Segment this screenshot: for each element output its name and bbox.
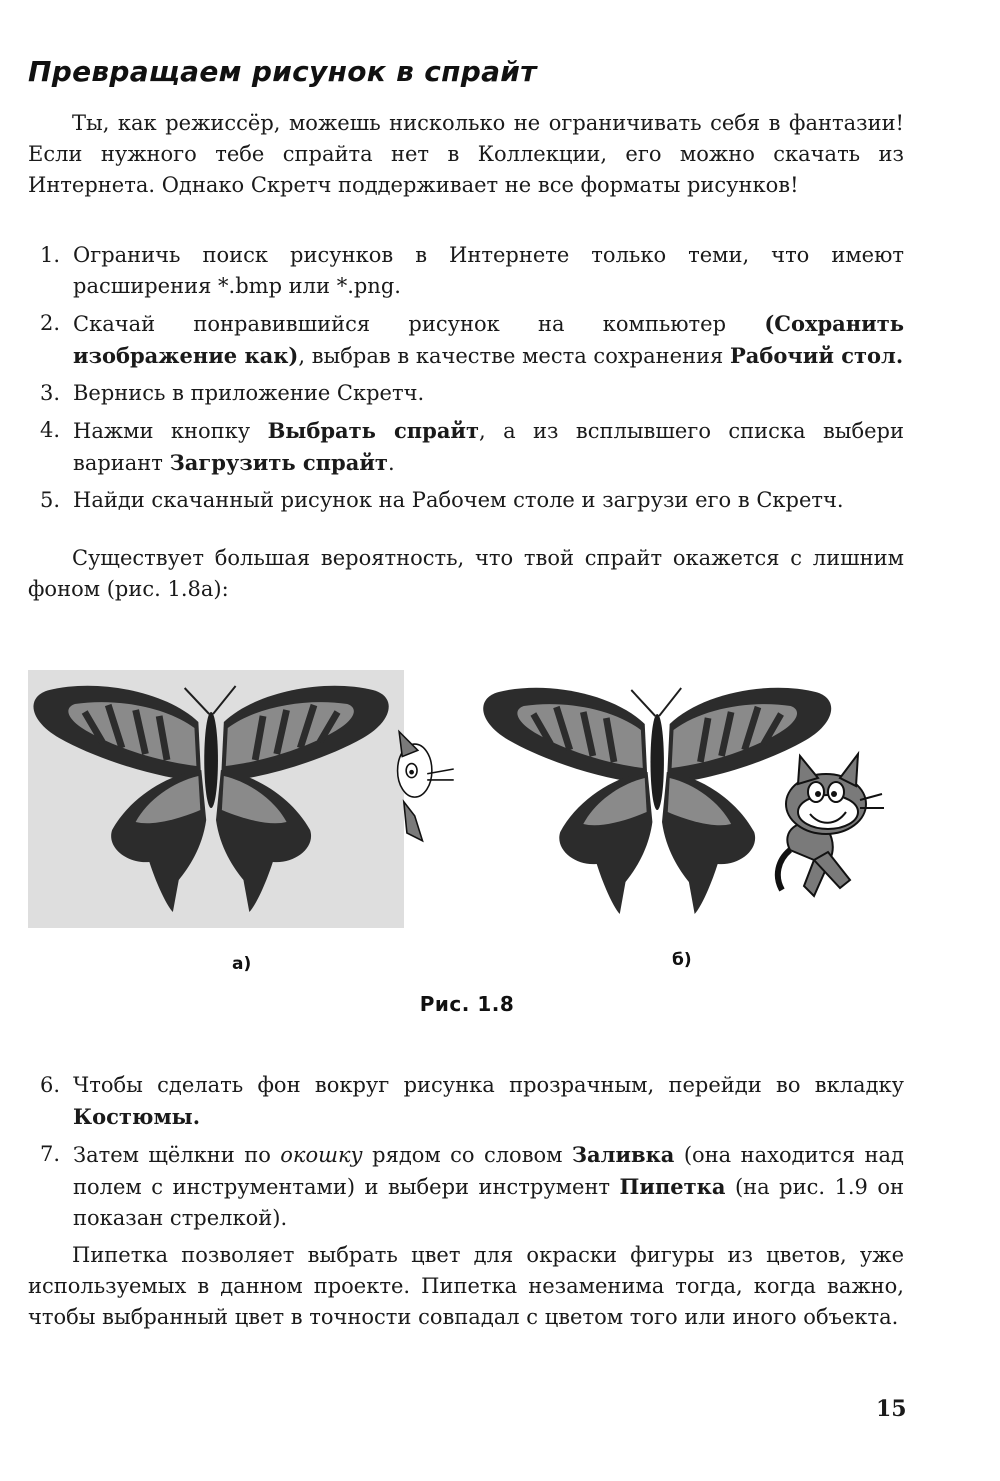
step-item — [40, 378, 904, 409]
step-item — [40, 308, 904, 372]
figure-label-a: а) — [232, 954, 252, 974]
steps-list-second — [40, 1070, 904, 1234]
step-text: (она находится над полем с инструментами) и выбери инструмент — [73, 1143, 904, 1199]
step-item — [40, 485, 904, 516]
step-item — [40, 1070, 904, 1133]
figure-intro-paragraph: Существует большая вероятность, что твой спрайт окажется с лишним фоном (рис. 1.8а): — [28, 546, 904, 601]
steps-list-first — [40, 240, 904, 516]
step-item — [40, 1139, 904, 1234]
step-number: 5. — [40, 488, 61, 512]
intro-paragraph: Ты, как режиссёр, можешь нисколько не ограничивать себя в фантазии! Если нужного тебе спрайта нет в Коллекции, его можно скачать из Интернета. Однако Скретч поддерживает не все форматы рисунков! — [28, 111, 904, 197]
step-text: . — [387, 451, 395, 475]
section-heading: Превращаем рисунок в спрайт — [28, 55, 537, 88]
step-text: , а из всплывшего списка выбери вариант — [73, 419, 904, 475]
step-number: 1. — [40, 243, 61, 267]
figure-caption: Рис. 1.8 — [419, 992, 515, 1016]
step-emphasis: Костюмы. — [73, 1104, 201, 1129]
step-text: , выбрав в качестве места сохранения — [298, 344, 730, 368]
step-number: 4. — [40, 418, 61, 442]
closing-paragraph: Пипетка позволяет выбрать цвет для окраски фигуры из цветов, уже используемых в данном проекте. Пипетка незаменима тогда, когда важно, чтобы выбранный цвет в точности совпадал с цветом того или иного объекта. — [28, 1243, 904, 1329]
step-number: 2. — [40, 311, 61, 335]
step-text: (на рис. 1.9 он показан стрелкой). — [73, 1175, 904, 1230]
step-italic: окошку — [280, 1143, 363, 1167]
figure-panel-b — [483, 688, 884, 914]
step-text: Ограничь поиск рисунков в Интернете только теми, что имеют расширения *.bmp или *.png. — [73, 243, 904, 298]
step-text: Чтобы сделать фон вокруг рисунка прозрачным, перейди во вкладку — [73, 1073, 904, 1097]
step-text: рядом со словом — [362, 1143, 572, 1167]
figure-1-8 — [0, 640, 1000, 974]
step-text: Затем щёлкни по — [73, 1143, 281, 1167]
step-item — [40, 415, 904, 479]
step-text: Нажми кнопку — [73, 419, 268, 443]
figure-label-b: б) — [672, 950, 692, 970]
step-emphasis: Заливка — [571, 1142, 675, 1167]
page-number: 15 — [876, 1396, 907, 1422]
step-emphasis: Выбрать спрайт — [267, 418, 480, 443]
step-text: Скачай понравившийся рисунок на компьютер — [73, 312, 765, 336]
step-emphasis: Пипетка — [619, 1174, 726, 1199]
step-text: Вернись в приложение Скретч. — [73, 381, 425, 405]
step-emphasis: Рабочий стол. — [729, 343, 904, 368]
step-emphasis: (Сохранить изображение как) — [73, 311, 904, 368]
figure-illustration — [0, 640, 1000, 940]
step-number: 7. — [40, 1142, 61, 1166]
step-number: 3. — [40, 381, 61, 405]
step-item — [40, 240, 904, 302]
step-number: 6. — [40, 1073, 61, 1097]
figure-panel-a — [28, 670, 454, 928]
step-emphasis: Загрузить спрайт — [169, 450, 388, 475]
step-text: Найди скачанный рисунок на Рабочем столе и загрузи его в Скретч. — [73, 488, 844, 512]
